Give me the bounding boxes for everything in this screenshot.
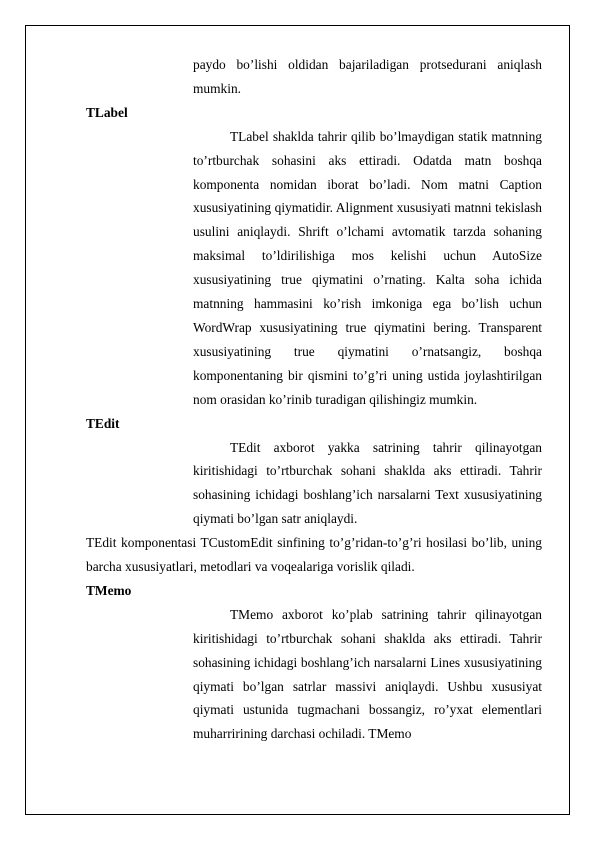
paragraph-tmemo: TMemo axborot ko’plab satrining tahrir qilinayotgan kiritishidagi to’rtburchak sohani shaklda aks ettiradi. Tahrir sohasining ichidagi boshlang’ich narsalarni Lines xususiyatining qiymati bo’lgan satrlar massivi aniqlaydi. Ushbu xususiyat qiymati ustunida tugmachani bossangiz, ro’yxat elementlari muharririning darchasi ochiladi. TMemo (193, 606, 542, 742)
heading-tedit: TEdit (86, 415, 120, 431)
heading-tlabel: TLabel (86, 104, 128, 120)
paragraph-tedit-inheritance: TEdit komponentasi TCustomEdit sinfining to’g’ridan-to’g’ri hosilasi bo’lib, uning barcha xususiyatlari, metodlari va voqealariga vorislik qiladi. (86, 535, 542, 575)
paragraph-tedit: TEdit axborot yakka satrining tahrir qilinayotgan kiritishidagi to’rtburchak sohani shaklda aks ettiradi. Tahrir sohasining ichidagi boshlang’ich narsalarni Text xususiyatining qiymati bo’lgan satr aniqlaydi. (193, 439, 542, 527)
heading-tmemo: TMemo (86, 582, 132, 598)
paragraph-onshow-continuation: paydo bo’lishi oldidan bajariladigan protsedurani aniqlash mumkin. (193, 57, 542, 96)
paragraph-tlabel: TLabel shaklda tahrir qilib bo’lmaydigan statik matnning to’rtburchak sohasini aks ettiradi. Odatda matn boshqa komponenta nomidan iborat bo’ladi. Nom matni Caption xususiyatining qiymatidir. Alignment xususiyati matnni tekislash usulini aniqlaydi. Shrift o’lchami avtomatik tarzda sohaning maksimal to’ldirilishiga mos kelishi uchun AutoSize xususiyatining true qiymatini o’rnating. Kalta soha ichida matnning hammasini ko’rish imkoniga ega bo’lish uchun WordWrap xususiyatining true qiymatini bering. Transparent xususiyatining true qiymatini o’rnatsangiz, boshqa komponentaning bir qismini to’g’ri uning ustida joylashtirilgan nom orasidan ko’rinib turadigan qilishingiz mumkin. (193, 128, 542, 407)
document-body (86, 53, 542, 746)
